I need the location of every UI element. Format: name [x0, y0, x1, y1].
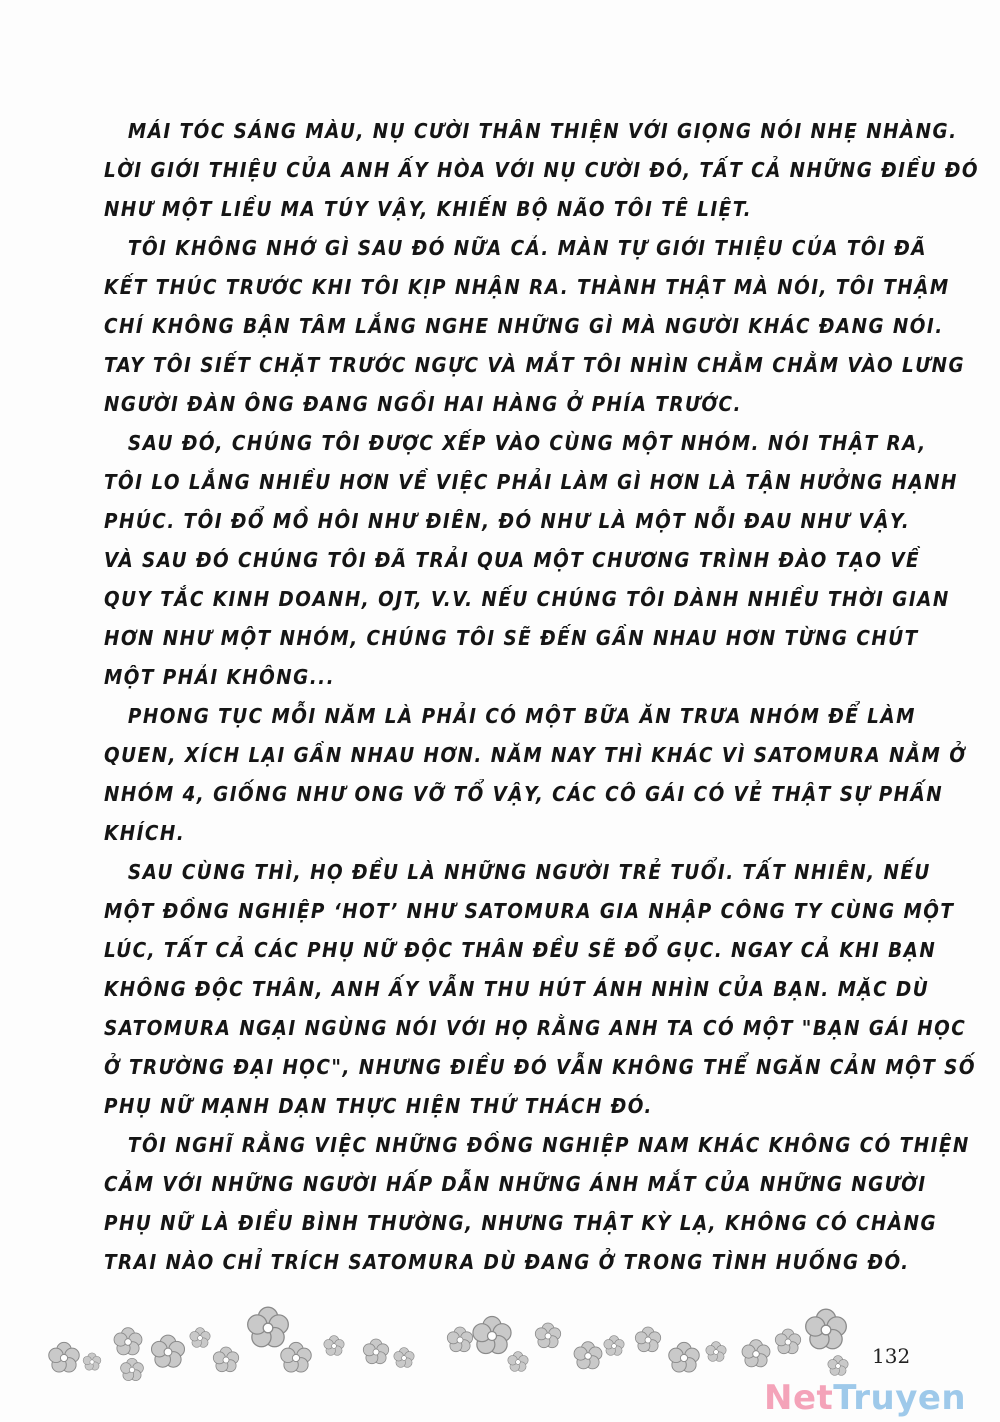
text-line: KHÍCH. [104, 821, 186, 845]
text-line: NHÓM 4, GIỐNG NHƯ ONG VỠ TỔ VẬY, CÁC CÔ GÁI CÓ VẺ THẬT SỰ PHẤN [104, 782, 944, 806]
flower-icon [535, 1323, 560, 1348]
flower-border-decoration [40, 1300, 860, 1390]
text-line: PHONG TỤC MỖI NĂM LÀ PHẢI CÓ MỘT BỮA ĂN TRƯA NHÓM ĐỂ LÀM [127, 704, 916, 728]
flower-icon [604, 1336, 624, 1356]
text-line: PHÚC. TÔI ĐỔ MỒ HÔI NHƯ ĐIÊN, ĐÓ NHƯ LÀ MỘT NỖI ĐAU NHƯ VẬY. [104, 509, 911, 533]
flower-icon [635, 1327, 660, 1352]
text-line: QUEN, XÍCH LẠI GẦN NHAU HƠN. NĂM NAY THÌ KHÁC VÌ SATOMURA NẰM Ở [104, 743, 967, 767]
flower-icon [363, 1339, 388, 1364]
text-line: SAU ĐÓ, CHÚNG TÔI ĐƯỢC XẾP VÀO CÙNG MỘT NHÓM. NÓI THẬT RA, [127, 431, 927, 455]
text-line: NGƯỜI ĐÀN ÔNG ĐANG NGỒI HAI HÀNG Ở PHÍA TRƯỚC. [104, 392, 742, 416]
flower-icon [742, 1340, 770, 1367]
text-line: HƠN NHƯ MỘT NHÓM, CHÚNG TÔI SẼ ĐẾN GẦN NHAU HƠN TỪNG CHÚT [104, 626, 919, 650]
text-line: PHỤ NỮ MẠNH DẠN THỰC HIỆN THỬ THÁCH ĐÓ. [104, 1094, 653, 1118]
flower-icon [83, 1353, 101, 1370]
flower-icon [394, 1348, 414, 1368]
text-line: MỘT PHẢI KHÔNG... [104, 665, 336, 689]
text-line: VÀ SAU ĐÓ CHÚNG TÔI ĐÃ TRẢI QUA MỘT CHƯƠNG TRÌNH ĐÀO TẠO VỀ [104, 548, 921, 572]
flower-icon [828, 1356, 848, 1376]
flower-icon [121, 1358, 144, 1380]
flower-icon [574, 1342, 602, 1369]
flower-icon [473, 1317, 511, 1354]
text-line: CẢM VỚI NHỮNG NGƯỜI HẤP DẪN NHỮNG ÁNH MẮT CỦA NHỮNG NGƯỜI [104, 1172, 927, 1196]
flower-icon [190, 1328, 210, 1348]
flower-icon [281, 1342, 311, 1372]
text-line: QUY TẮC KINH DOANH, OJT, V.V. NẾU CHÚNG TÔI DÀNH NHIỀU THỜI GIAN [104, 587, 950, 611]
flower-icon [508, 1352, 528, 1372]
text-line: SATOMURA NGẠI NGÙNG NÓI VỚI HỌ RẰNG ANH TA CÓ MỘT "BẠN GÁI HỌC [104, 1016, 967, 1040]
text-line: SAU CÙNG THÌ, HỌ ĐỀU LÀ NHỮNG NGƯỜI TRẺ TUỔI. TẤT NHIÊN, NẾU [127, 860, 931, 884]
text-line: TÔI LO LẮNG NHIỀU HƠN VỀ VIỆC PHẢI LÀM GÌ HƠN LÀ TẬN HƯỞNG HẠNH [104, 470, 958, 494]
flower-icon [806, 1309, 847, 1349]
text-line: PHỤ NỮ LÀ ĐIỀU BÌNH THƯỜNG, NHƯNG THẬT KỲ LẠ, KHÔNG CÓ CHÀNG [104, 1211, 938, 1235]
flower-icon [669, 1342, 699, 1372]
text-line: NHƯ MỘT LIỀU MA TÚY VẬY, KHIẾN BỘ NÃO TÔI TÊ LIỆT. [104, 197, 753, 221]
watermark-text-net: Net [764, 1378, 834, 1418]
text-line: MỘT ĐỒNG NGHIỆP ‘HOT’ NHƯ SATOMURA GIA NHẬP CÔNG TY CÙNG MỘT [104, 899, 955, 923]
flower-icon [49, 1342, 79, 1372]
text-line: KHÔNG ĐỘC THÂN, ANH ẤY VẪN THU HÚT ÁNH NHÌN CỦA BẠN. MẶC DÙ [104, 977, 930, 1001]
flower-icon [706, 1342, 726, 1362]
watermark-text-truyen: Truyen [833, 1378, 967, 1418]
text-line: TÔI NGHĨ RẰNG VIỆC NHỮNG ĐỒNG NGHIỆP NAM KHÁC KHÔNG CÓ THIỆN [127, 1133, 970, 1157]
page-number: 132 [872, 1344, 911, 1368]
text-line: MÁI TÓC SÁNG MÀU, NỤ CƯỜI THÂN THIỆN VỚI GIỌNG NÓI NHẸ NHÀNG. [127, 119, 958, 143]
flower-icon [324, 1336, 344, 1356]
text-line: LỜI GIỚI THIỆU CỦA ANH ẤY HÒA VỚI NỤ CƯỜI ĐÓ, TẤT CẢ NHỮNG ĐIỀU ĐÓ [104, 158, 979, 182]
text-line: CHÍ KHÔNG BẬN TÂM LẮNG NGHE NHỮNG GÌ MÀ NGƯỜI KHÁC ĐANG NÓI. [104, 314, 944, 338]
flower-icon [775, 1329, 800, 1354]
watermark-logo [764, 1378, 966, 1418]
text-line: KẾT THÚC TRƯỚC KHI TÔI KỊP NHẬN RA. THÀNH THẬT MÀ NÓI, TÔI THẬM [104, 275, 950, 299]
text-line: TÔI KHÔNG NHỚ GÌ SAU ĐÓ NỮA CẢ. MÀN TỰ GIỚI THIỆU CỦA TÔI ĐÃ [127, 236, 927, 260]
text-line: LÚC, TẤT CẢ CÁC PHỤ NỮ ĐỘC THÂN ĐỀU SẼ ĐỔ GỤC. NGAY CẢ KHI BẠN [104, 938, 937, 962]
flower-icon [447, 1327, 472, 1352]
flower-icon [151, 1335, 184, 1367]
body-text [104, 112, 979, 1282]
text-line: TAY TÔI SIẾT CHẶT TRƯỚC NGỰC VÀ MẮT TÔI NHÌN CHẰM CHẰM VÀO LƯNG [104, 353, 966, 377]
text-line: Ở TRƯỜNG ĐẠI HỌC", NHƯNG ĐIỀU ĐÓ VẪN KHÔNG THỂ NGĂN CẢN MỘT SỐ [104, 1055, 976, 1079]
flower-icon [248, 1307, 289, 1347]
text-line: TRAI NÀO CHỈ TRÍCH SATOMURA DÙ ĐANG Ở TRONG TÌNH HUỐNG ĐÓ. [104, 1250, 910, 1274]
flower-icon [213, 1347, 238, 1372]
flower-icon [114, 1328, 142, 1355]
